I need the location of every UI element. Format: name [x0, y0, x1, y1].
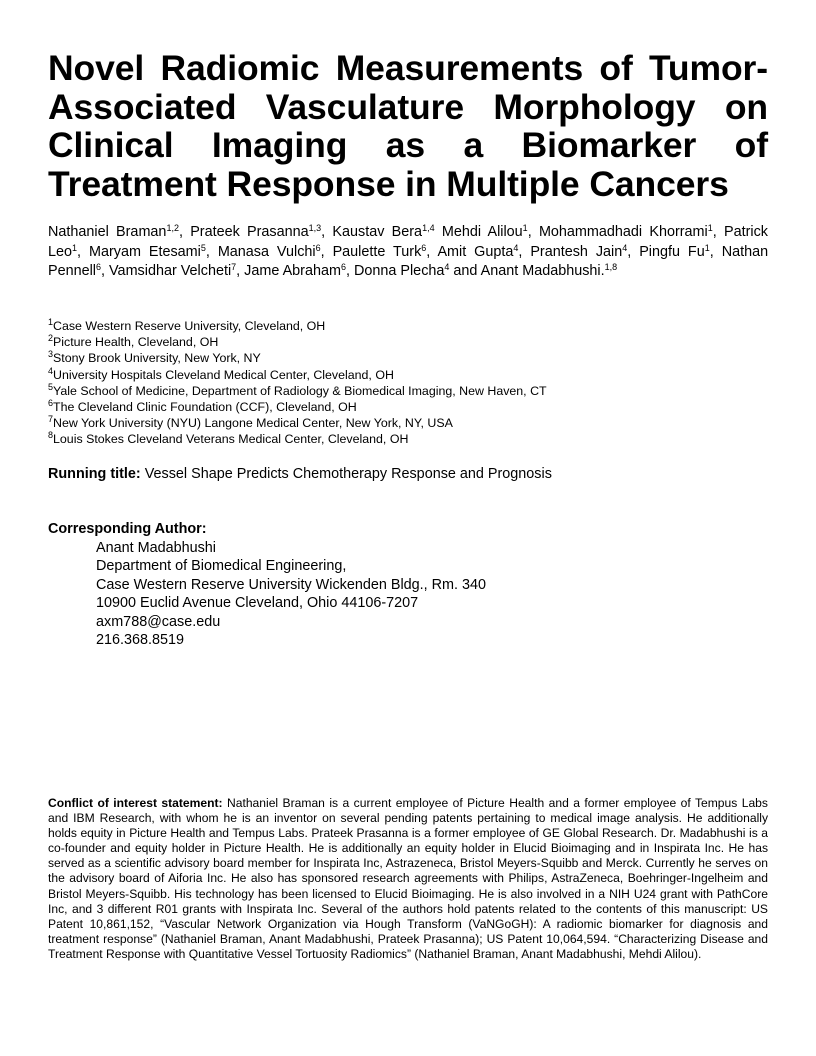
author-name: Nathaniel Braman [48, 224, 167, 240]
affiliation [48, 415, 768, 431]
affiliation [48, 350, 768, 366]
paper-title: Novel Radiomic Measurements of Tumor-Associated Vasculature Morphology on Clinical Imaging as a Biomarker of Treatment Response in Multiple Cancers [48, 48, 768, 204]
author [48, 224, 190, 240]
corresponding-author-phone: 216.368.8519 [96, 632, 185, 648]
author [437, 244, 530, 260]
corresponding-author-department: Department of Biomedical Engineering, [96, 558, 347, 574]
author-separator: and [449, 263, 481, 279]
affiliation-text: Louis Stokes Cleveland Veterans Medical Center, Cleveland, OH [53, 432, 409, 447]
author-name: Nathan Pennell [48, 243, 769, 279]
author-affiliation-marker: 6 [315, 242, 321, 253]
conflict-label: Conflict of interest statement: [48, 796, 223, 810]
author-name: Pingfu Fu [639, 243, 705, 260]
affiliation-text: Picture Health, Cleveland, OH [53, 335, 219, 350]
affiliation [48, 431, 768, 447]
author-separator: , [101, 263, 110, 279]
author [481, 263, 618, 279]
author-affiliation-marker: 1 [704, 242, 710, 253]
corresponding-author-label: Corresponding Author: [48, 521, 207, 537]
author-separator: , [345, 263, 354, 279]
affiliation [48, 383, 768, 399]
corresponding-author [48, 520, 768, 650]
affiliation-text: The Cleveland Clinic Foundation (CCF), Cleveland, OH [53, 400, 357, 415]
author-affiliation-marker: 6 [421, 242, 427, 253]
conflict-of-interest [48, 796, 768, 962]
author-affiliation-marker: 5 [200, 242, 206, 253]
author-affiliation-marker: 1 [707, 223, 713, 233]
author-separator: , [205, 243, 218, 260]
affiliation-text: Yale School of Medicine, Department of Radiology & Biomedical Imaging, New Haven, CT [53, 383, 547, 398]
corresponding-author-details [96, 539, 768, 650]
author-separator: , [178, 224, 191, 240]
author-name: Prantesh Jain [530, 243, 623, 260]
author-separator: , [709, 243, 722, 260]
affiliation [48, 334, 768, 350]
author-name: Prateek Prasanna [190, 224, 309, 240]
running-title-text: Vessel Shape Predicts Chemotherapy Response and Prognosis [144, 466, 552, 482]
author-affiliation-marker: 1,3 [308, 223, 322, 233]
author-affiliation-marker: 1 [72, 242, 78, 253]
affiliation [48, 399, 768, 415]
affiliation-number: 1 [48, 317, 54, 327]
author-separator: , [712, 224, 725, 240]
author-separator: , [321, 224, 333, 240]
author-name: Amit Gupta [437, 243, 514, 260]
affiliation-number: 7 [48, 414, 54, 425]
affiliation-text: Case Western Reserve University, Cleveland, OH [53, 319, 326, 333]
author-name: Jame Abraham [244, 263, 341, 279]
author [530, 244, 639, 260]
author-separator: , [236, 263, 245, 279]
affiliation [48, 318, 768, 334]
author-affiliation-marker: 4 [513, 242, 519, 253]
affiliation-text: New York University (NYU) Langone Medical Center, New York, NY, USA [53, 416, 453, 431]
corresponding-author-name: Anant Madabhushi [96, 539, 217, 556]
author-name: Kaustav Bera [332, 224, 423, 240]
author [109, 263, 244, 279]
author [244, 263, 354, 279]
author [639, 244, 721, 260]
conflict-text: Nathaniel Braman is a current employee of Picture Health and a former employee of Tempus Labs and IBM Research, with whom he is an inventor on several pending patents pertaining to medical image analysis. He additionally holds equity in Picture Health and Tempus Labs. Prateek Prasanna is a former employee of GE Global Research. Dr. Madabhushi is a co-founder and equity holder in Picture Health. He is additionally an equity holder in Elucid Bioimaging and in Inspirata Inc. He has served as a scientific advisory board member for Inspirata Inc, Astrazeneca, Bristol Meyers-Squibb and Merck. Currently he serves on the advisory board of Aiforia Inc. He also has sponsored research agreements with Philips, AstraZeneca, Boehringer-Ingelheim and Bristol Meyers-Squibb. His technology has been licensed to Elucid Bioimaging. He is also involved in a NIH U24 grant with PathCore Inc, and 3 different R01 grants with Inspirata Inc. Several of the authors hold patents related to the contents of this manuscript: US Patent 10,861,152, “Vascular Network Organization via Hough Transform (VaNGoGH): A radiomic biomarker for diagnosis and treatment response” (Nathaniel Braman, Anant Madabhushi, Prateek Prasanna); US Patent 10,064,594. “Characterizing Disease and Treatment Response with Quantitative Vessel Tortuosity Radiomics” (Nathaniel Braman, Anant Madabhushi, Mehdi Alilou). [48, 796, 768, 961]
author [332, 224, 441, 240]
running-title [48, 465, 768, 483]
author [539, 224, 724, 240]
author-affiliation-marker: 1,8 [604, 262, 618, 272]
corresponding-author-building: Case Western Reserve University Wickenden Bldg., Rm. 340 [96, 576, 487, 593]
author-name: Mehdi Alilou [441, 224, 523, 240]
corresponding-author-address: 10900 Euclid Avenue Cleveland, Ohio 44106-7207 [96, 595, 419, 611]
author-separator: , [426, 243, 438, 260]
corresponding-author-email: axm788@case.edu [96, 613, 221, 630]
affiliation-number: 4 [48, 365, 54, 376]
author [442, 224, 539, 240]
author-affiliation-marker: 1,4 [422, 223, 435, 233]
author-name: Manasa Vulchi [217, 243, 316, 260]
author-name: Maryam Etesami [88, 243, 201, 260]
running-title-label: Running title: [48, 466, 141, 482]
author [89, 244, 218, 260]
author-separator: , [527, 224, 539, 240]
affiliation-number: 8 [48, 430, 54, 441]
affiliation-list [48, 318, 768, 448]
author-separator: , [77, 243, 89, 260]
affiliation-number: 3 [48, 349, 54, 360]
author-name: Vamsidhar Velcheti [109, 263, 232, 279]
affiliation [48, 367, 768, 383]
author-name: Anant Madabhushi. [480, 263, 605, 279]
affiliation-number: 6 [48, 398, 54, 409]
author-affiliation-marker: 1,2 [166, 223, 179, 233]
affiliation-number: 5 [48, 381, 54, 392]
author-separator [435, 224, 442, 240]
affiliation-text: University Hospitals Cleveland Medical Center, Cleveland, OH [53, 367, 394, 382]
author [218, 244, 333, 260]
author-name: Paulette Turk [332, 243, 422, 260]
author [333, 244, 438, 260]
author [190, 224, 332, 240]
author-affiliation-marker: 7 [231, 262, 237, 272]
author-affiliation-marker: 4 [444, 262, 450, 272]
author-list [48, 223, 768, 282]
author-affiliation-marker: 1 [522, 223, 528, 233]
author-affiliation-marker: 6 [340, 262, 346, 272]
author-affiliation-marker: 4 [622, 242, 628, 253]
author-affiliation-marker: 6 [96, 262, 102, 272]
author-separator: , [320, 243, 333, 260]
affiliation-number: 2 [48, 333, 54, 344]
author-name: Donna Plecha [353, 263, 445, 279]
affiliation-text: Stony Brook University, New York, NY [53, 351, 261, 366]
author-separator: , [518, 243, 531, 260]
author-name: Mohammadhadi Khorrami [538, 224, 708, 240]
author-separator: , [627, 243, 640, 260]
author-name: Patrick Leo [48, 224, 768, 260]
author [354, 263, 481, 279]
